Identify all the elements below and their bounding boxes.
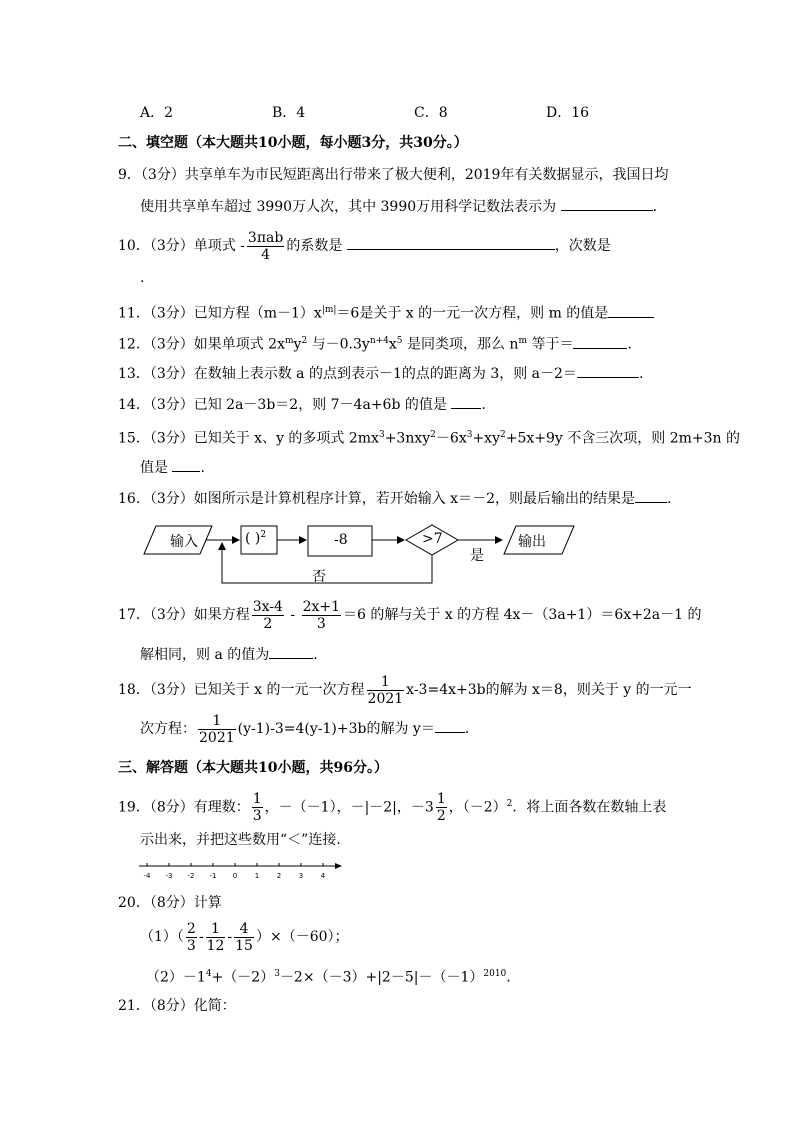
flowchart-lines	[140, 521, 680, 591]
answer-blank[interactable]	[577, 363, 639, 378]
program-flowchart	[140, 521, 680, 591]
number-line-tick-label: 4	[320, 872, 326, 880]
answer-blank[interactable]	[635, 488, 667, 503]
condition-label: >7	[422, 531, 443, 547]
q10-end: .	[140, 270, 145, 286]
q14-line: 14．（3分）已知 2a－3b＝2，则 7－4a+6b 的值是 .	[118, 394, 486, 415]
q12-line: 12．（3分）如果单项式 $2x^my^2$ 与$-0.3y^{n+4}x^5$ 是同类项，那么 $n^m$ 等于＝ .	[118, 331, 632, 355]
q17-line1: 17．（3分）如果方程 $\frac{3x-4}{2}$ - $\frac{2x+1}{3}$ ＝6 的解与关于 x 的方程 4x－（3a+1）＝6x+2a－1 的	[118, 598, 702, 632]
fraction: $\frac{3x-4}{2}$	[252, 598, 283, 632]
answer-blank[interactable]	[347, 235, 555, 250]
q9-line2: 使用共享单车超过 3990万人次，其中 3990万用科学记数法表示为 .	[140, 196, 657, 217]
q20-part1: （1）（ $\frac{2}{3}$ - $\frac{1}{12}$ - $\frac{4}{15}$ ）×（－60）；	[140, 920, 349, 954]
fraction: $\frac{1}{2}$	[436, 791, 446, 825]
q11-line: 11．（3分）已知方程$(m-1)x^{|m|}=6$是关于 x 的一元一次方程，则 m 的值是	[118, 300, 654, 324]
square-label: ( )$^2$	[245, 530, 267, 547]
number-line-tick-label: -1	[209, 872, 217, 880]
q15-line1: 15．（3分）已知关于 x、y 的多项式 $2mx^3+3nxy^2-6x^3+xy^2+5x+9y$ 不含三次项，则 2m+3n 的	[118, 430, 741, 447]
q19-line2: 示出来，并把这些数用“＜”连接．	[140, 832, 351, 848]
no-label: 否	[312, 569, 326, 585]
number-line-arrow	[335, 863, 342, 869]
fraction: $\frac{1}{12}$	[206, 920, 225, 954]
fraction: $\frac{2}{3}$	[186, 920, 196, 954]
fraction: $\frac{1}{3}$	[252, 791, 262, 825]
answer-blank[interactable]	[561, 196, 653, 211]
q17-line2: 解相同，则 a 的值为 .	[140, 644, 318, 665]
q9-line1: 9．（3分）共享单车为市民短距离出行带来了极大便利，2019年有关数据显示，我国日均	[118, 167, 669, 183]
option-b: B．4	[272, 105, 306, 121]
q16-line: 16．（3分）如图所示是计算机程序计算，若开始输入 x＝－2，则最后输出的结果是 .	[118, 488, 671, 509]
number-line-tick-label: -3	[165, 872, 173, 880]
option-a: A．2	[140, 105, 174, 121]
option-c: C．8	[414, 105, 448, 121]
answer-blank[interactable]	[451, 394, 481, 409]
answer-blank[interactable]	[608, 303, 654, 318]
number-line-tick-label: -4	[143, 872, 151, 880]
number-line-tick-label: -2	[187, 872, 195, 880]
q15-line2: 值是 .	[140, 457, 205, 478]
answer-blank[interactable]	[435, 718, 465, 733]
fraction: $\frac{4}{15}$	[235, 920, 253, 954]
minus-label: -8	[334, 532, 348, 548]
number-line-svg	[135, 858, 345, 882]
number-line-tick-label: 0	[232, 872, 238, 880]
fraction: $\frac{\text{3πab}}{4}$	[247, 229, 284, 263]
q18-line1: 18．（3分）已知关于 x 的一元一次方程 $\frac{1}{2021}$ x-3=4x+3b的解为 x＝8，则关于 y 的一元一	[118, 673, 692, 707]
q20-part2: $(2)-1^4+(-2)^3-2\times(-3)+|2-5|-(-1)^{2010}$.	[146, 969, 511, 986]
q13-line: 13．（3分）在数轴上表示数 a 的点到表示－1的点的距离为 3，则 a－2＝ .	[118, 363, 643, 384]
option-d: D．16	[546, 105, 590, 121]
section-title-solve: 三、解答题（本大题共10小题，共96分。）	[118, 760, 388, 776]
answer-blank[interactable]	[269, 644, 313, 659]
number-line	[135, 858, 345, 886]
section-title-fill: 二、填空题（本大题共10小题，每小题3分，共30分。）	[118, 135, 468, 151]
number-line-tick-label: 1	[254, 872, 260, 880]
output-label: 输出	[518, 534, 546, 550]
input-label: 输入	[170, 534, 198, 550]
answer-blank[interactable]	[172, 457, 200, 472]
q10-line: 10．（3分）单项式 - $\frac{\text{3πab}}{4}$ 的系数是 ，次数是	[118, 229, 611, 263]
fraction: $\frac{2x+1}{3}$	[302, 598, 341, 632]
yes-label: 是	[470, 548, 484, 564]
q21-title: 21．（8分）化简：	[118, 998, 236, 1014]
fraction: $\frac{1}{2021}$	[199, 712, 235, 746]
answer-blank[interactable]	[573, 334, 627, 349]
fraction: $\frac{1}{2021}$	[367, 673, 404, 707]
number-line-tick-label: 3	[298, 872, 304, 880]
number-line-tick-label: 2	[276, 872, 282, 880]
q20-title: 20．（8分）计算	[118, 895, 222, 911]
q18-line2: 次方程： $\frac{1}{2021}$ (y-1)-3=4(y-1)+3b的解为 y＝ .	[140, 712, 470, 746]
q19-line1: 19．（8分）有理数： $\frac{1}{3}$ ，－（－1），－|－2|，－3 $\frac{1}{2}$ ，$(-2)^2$．将上面各数在数轴上表	[118, 791, 667, 825]
